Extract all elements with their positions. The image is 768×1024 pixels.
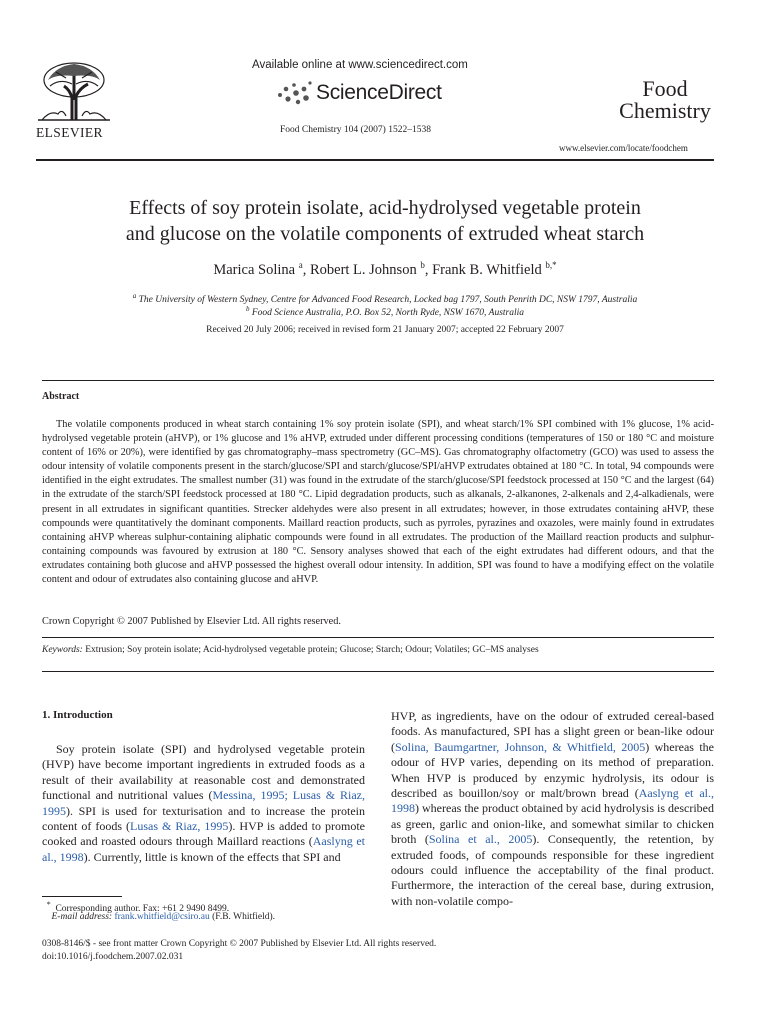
intro-text: ). HVP is added to promote cooked and roasted odours through Maillard reactions ( — [42, 819, 365, 849]
email-link[interactable]: frank.whitfield@csiro.au — [114, 912, 210, 922]
affiliation-b — [40, 305, 730, 318]
email-label: E-mail address: — [51, 912, 113, 922]
keywords-text: Extrusion; Soy protein isolate; Acid-hydrolysed vegetable protein; Glucose; Starch; Odour; Volatiles; GC–MS analyses — [85, 645, 539, 655]
intro-left-column — [42, 742, 365, 865]
citation-link[interactable]: Solina et al., 2005 — [428, 832, 533, 847]
keywords-rule — [42, 637, 714, 638]
affiliation-text: The University of Western Sydney, Centre for Advanced Food Research, Locked bag 1797, South Penrith DC, NSW 1797, Australia — [138, 295, 638, 306]
intro-text: ). Consequently, the retention, by extruded foods, of compounds responsible for these ingredient odours could influence the acceptability of the final product. Furthermore, the interaction of the cereal base, during extrusion, with non-volatile compo- — [391, 832, 714, 908]
section-heading-introduction: 1. Introduction — [42, 709, 113, 721]
author-list: Marica Solina $^a$, Robert L. Johnson $^b$, Frank B. Whitfield $^{b,*}$ — [213, 260, 557, 278]
intro-right-column — [391, 709, 714, 909]
citation-link[interactable]: Lusas & Riaz, 1995 — [130, 819, 229, 834]
abstract-heading: Abstract — [42, 391, 80, 402]
available-online: Available online at www.sciencedirect.com — [252, 59, 468, 71]
author-name: Frank B. Whitfield — [432, 261, 542, 278]
author-name: Robert L. Johnson — [309, 261, 417, 278]
keywords — [42, 645, 539, 655]
email-suffix: (F.B. Whitfield). — [212, 912, 276, 922]
abstract-copyright: Crown Copyright © 2007 Published by Elsevier Ltd. All rights reserved. — [42, 616, 341, 627]
publisher-name: ELSEVIER — [36, 125, 103, 140]
journal-name-line2: Chemistry — [619, 98, 711, 123]
body-top-rule — [42, 671, 714, 672]
footnote-text: Corresponding author. Fax: +61 2 9490 8499. — [55, 904, 230, 915]
affiliation-marker: b — [245, 305, 250, 313]
citation-link[interactable]: Aaslyng et al., 1998 — [391, 786, 714, 816]
citation-link[interactable]: Solina, Baumgartner, Johnson, & Whitfield, 2005 — [395, 739, 646, 754]
author-affiliation-marker: b — [420, 260, 425, 270]
intro-text: ) whereas the odour of HVP varies, depending on its method of preparation. When HVP is produced by enzymic hydrolysis, its odour is described as bouillon/soy or malt/brown bread ( — [391, 739, 715, 801]
intro-text: ). SPI is used for texturisation and to increase the protein content of foods ( — [42, 803, 365, 834]
author-affiliation-marker: b,* — [545, 260, 557, 270]
elsevier-logo — [36, 60, 116, 141]
journal-name — [610, 78, 720, 122]
affiliation-text: Food Science Australia, P.O. Box 52, North Ryde, NSW 1670, Australia — [251, 308, 525, 319]
title-line-2: and glucose on the volatile components of extruded wheat starch — [125, 223, 645, 245]
header-rule — [36, 159, 714, 161]
issn-line: 0308-8146/$ - see front matter Crown Copyright © 2007 Published by Elsevier Ltd. All rights reserved. — [42, 939, 437, 949]
affiliation-a — [40, 292, 730, 305]
journal-name-line1: Food — [642, 76, 688, 101]
affiliation-marker: a — [132, 292, 137, 300]
footnote-email — [42, 911, 372, 924]
sciencedirect-logo — [274, 79, 442, 107]
citation-link[interactable]: Aaslyng et al., 1998 — [42, 834, 365, 864]
intro-text: Soy protein isolate (SPI) and hydrolysed vegetable protein (HVP) have become important ingredients in extruded foods as a result of their availability at reasonable cost and demonstrated functional and nutritional values ( — [42, 742, 365, 803]
citation-link[interactable]: Messina, 1995; Lusas & Riaz, 1995 — [42, 788, 365, 818]
keywords-label: Keywords: — [42, 645, 83, 655]
journal-reference: Food Chemistry 104 (2007) 1522–1538 — [280, 125, 431, 135]
doi-line[interactable]: doi:10.1016/j.foodchem.2007.02.031 — [42, 952, 184, 962]
received-dates: Received 20 July 2006; received in revised form 21 January 2007; accepted 22 February 2007 — [206, 325, 564, 335]
footnote-marker: * — [46, 900, 51, 909]
author-name: Marica Solina — [213, 261, 296, 278]
sciencedirect-dots-icon — [274, 79, 314, 107]
title-line-1: Effects of soy protein isolate, acid-hydrolysed vegetable protein — [129, 197, 641, 219]
abstract-top-rule — [42, 380, 714, 381]
article-title — [40, 195, 730, 247]
intro-text: ) whereas the product obtained by acid hydrolysis is described as green, garlic and onion-like, and somewhat similar to chicken broth ( — [391, 801, 714, 847]
abstract-body: The volatile components produced in wheat starch containing 1% soy protein isolate (SPI), and wheat starch/1% SPI combined with 1% glucose, 1% acid-hydrolysed vegetable protein (aHVP), or 1% glucose and 1% aHVP, extruded under different processing conditions (temperatures of 150 or 180 °C and moisture content of 16% or 20%), were identified by gas chromatography–mass spectrometry (GC–MS). Gas chromatography olfactometry (GCO) was used to assess the odour intensity of volatile components present in the starch/glucose/SPI and starch/glucose/SPI/aHVP extrudates obtained at 180 °C. In total, 94 compounds were identified in the eight extrudates. The smallest number (31) was found in the extrudate of the starch/glucose/SPI feedstock processed at 150 °C and the largest (64) in the extrudate of the starch/SPI feedstock processed at 180 °C. Lipid degradation products, such as alkanals, 2-alkanones, 2-alkenals and 2,4-alkadienals, were present in all extrudates in significant quantities. Strecker aldehydes were also present in all extrudates; however, in those extrudates containing aHVP, these compounds were quantitatively the dominant components. Maillard reaction products, such as pyrroles, pyrazines and oxazoles, were mainly found in extrudates containing aHVP whereas sulphur-containing aliphatic compounds were found in all extrudates. The production of the Maillard reaction products and sulphur-containing compounds was favoured by extrusion at 180 °C. Sensory analyses showed that each of the eight extrudates had different odours, and that the extrudates containing both glucose and aHVP possessed the highest overall odour intensity. In addition, SPI was found to have a modifying effect on the volatile content and odour of extrudates also containing glucose and aHVP. — [42, 419, 714, 586]
sciencedirect-wordmark: ScienceDirect — [316, 81, 442, 104]
author-affiliation-marker: a — [298, 260, 303, 270]
intro-text: HVP, as ingredients, have on the odour of extruded cereal-based foods. As manufactured, SPI has a slight green or bean-like odour ( — [391, 709, 714, 754]
elsevier-tree-icon — [36, 60, 112, 122]
footnote-rule — [42, 896, 122, 897]
journal-url[interactable]: www.elsevier.com/locate/foodchem — [559, 143, 688, 153]
intro-text: ). Currently, little is known of the effects that SPI and — [83, 849, 341, 864]
